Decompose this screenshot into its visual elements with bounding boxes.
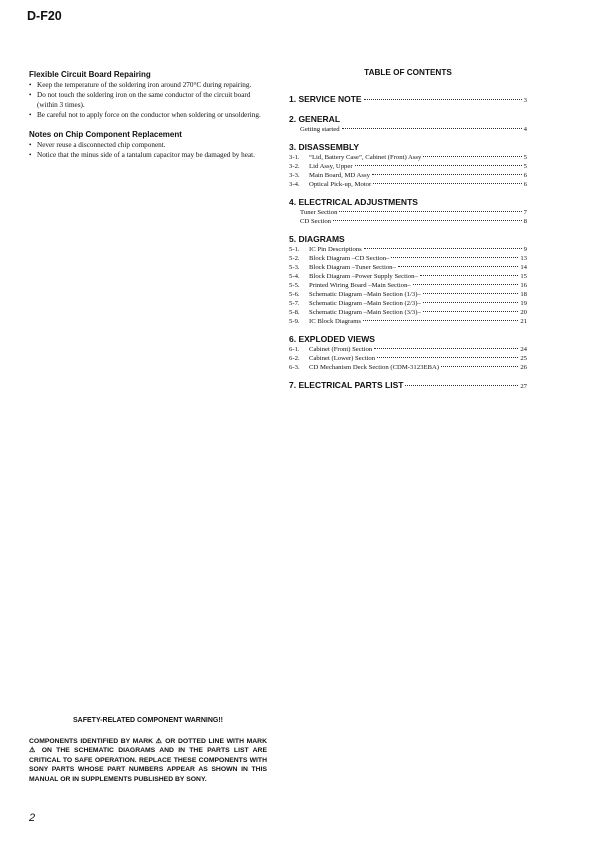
toc-page-number: 20 (520, 309, 527, 316)
toc-page-number: 21 (520, 318, 527, 325)
toc-entry-number: 3-1. (289, 154, 300, 161)
chip-replacement-heading: Notes on Chip Component Replacement (29, 130, 182, 139)
toc-entry-number: 5-2. (289, 255, 300, 262)
toc-entry-label: Block Diagram –CD Section– (309, 255, 390, 262)
toc-entry[interactable] (289, 125, 527, 134)
toc-entry[interactable] (289, 180, 527, 189)
toc-entry[interactable] (289, 290, 527, 299)
toc-entry-label: Optical Pick-up, Motor (309, 181, 372, 188)
toc-page-number: 6 (523, 172, 527, 179)
toc-entry-number: 5-5. (289, 282, 300, 289)
toc-entry[interactable] (289, 245, 527, 254)
toc-entry-label: CD Mechanism Deck Section (CDM-3123EBA) (309, 364, 440, 371)
dot-leader (342, 128, 522, 129)
toc-entry-number: 5-7. (289, 300, 300, 307)
dot-leader (373, 183, 521, 184)
toc-section (289, 234, 527, 326)
toc-page-number: 5 (523, 163, 527, 170)
toc-entry[interactable] (289, 317, 527, 326)
model-name: D-F20 (27, 9, 62, 23)
toc-entry[interactable] (289, 162, 527, 171)
toc-entry[interactable] (289, 153, 527, 162)
toc-entry[interactable] (289, 254, 527, 263)
toc-entry-label: Schematic Diagram –Main Section (1/3)– (309, 291, 421, 298)
dot-leader (333, 220, 522, 221)
toc-entry-label: Schematic Diagram –Main Section (3/3)– (309, 309, 421, 316)
dot-leader (423, 311, 519, 312)
toc-page-number: 7 (523, 209, 527, 216)
toc-entry-label: Schematic Diagram –Main Section (2/3)– (309, 300, 421, 307)
toc-page-number: 24 (520, 346, 527, 353)
toc-page-number: 8 (523, 218, 527, 225)
dot-leader (364, 99, 522, 100)
toc-entry-number: 3-4. (289, 181, 300, 188)
toc-entry[interactable] (289, 171, 527, 180)
toc-entry-label: Main Board, MD Assy (309, 172, 370, 179)
warning-title: SAFETY-RELATED COMPONENT WARNING!! (73, 717, 223, 724)
dot-leader (391, 257, 518, 258)
toc-entry-number: 6-2. (289, 355, 300, 362)
dot-leader (413, 284, 519, 285)
toc-section-title[interactable] (289, 94, 527, 106)
toc-entry-label: IC Block Diagrams (309, 318, 362, 325)
repair-notes (29, 70, 269, 170)
toc-entry[interactable] (289, 308, 527, 317)
toc-entry-number: 5-9. (289, 318, 300, 325)
toc-page-number: 4 (523, 126, 527, 133)
toc-entry-number: 5-6. (289, 291, 300, 298)
list-item: • Notice that the minus side of a tantalum capacitor may be damaged by heat. (29, 150, 269, 160)
list-item: • Be careful not to apply force on the conductor when soldering or unsoldering. (29, 110, 269, 120)
dot-leader (398, 266, 518, 267)
dot-leader (405, 385, 518, 386)
dot-leader (364, 248, 522, 249)
toc-section-label: 7. ELECTRICAL PARTS LIST (289, 380, 404, 390)
toc-page-number: 3 (523, 97, 527, 104)
warning-body: COMPONENTS IDENTIFIED BY MARK ⚠ OR DOTTED LINE WITH MARK ⚠ ON THE SCHEMATIC DIAGRAMS AND IN THE PARTS LIST ARE CRITICAL TO SAFE OPERATION. REPLACE THESE COMPONENTS WITH SONY PARTS WHOSE PART NUMBERS APPEAR AS SHOWN IN THIS MANUAL OR IN SUPPLEMENTS PUBLISHED BY SONY. (29, 738, 267, 783)
toc-entry[interactable] (289, 263, 527, 272)
page-number: 2 (29, 812, 36, 824)
toc-page-number: 26 (520, 364, 527, 371)
toc-section (289, 197, 527, 226)
toc-page-number: 14 (520, 264, 527, 271)
toc-page-number: 9 (523, 246, 527, 253)
toc-page-number: 27 (520, 383, 527, 390)
toc-section-title[interactable]: 3. DISASSEMBLY (289, 142, 360, 152)
dot-leader (363, 320, 518, 321)
toc-entry[interactable] (289, 354, 527, 363)
toc-entry-label: CD Section (300, 218, 332, 225)
toc-entry[interactable] (289, 281, 527, 290)
toc-entry[interactable] (289, 217, 527, 226)
toc-section-title[interactable]: 4. ELECTRICAL ADJUSTMENTS (289, 197, 418, 207)
list-item: • Do not touch the soldering iron on the same conductor of the circuit board (within 3 times). (29, 90, 269, 110)
toc-section (289, 114, 527, 134)
toc-entry-label: IC Pin Descriptions (309, 246, 362, 253)
toc-entry-label: Block Diagram –Tuner Section– (309, 264, 396, 271)
toc-entry-label: Cabinet (Lower) Section (309, 355, 376, 362)
dot-leader (423, 302, 519, 303)
toc-page-number: 16 (520, 282, 527, 289)
safety-warning (29, 717, 267, 784)
toc-section (289, 142, 527, 189)
toc-entry[interactable] (289, 208, 527, 217)
toc-entry[interactable] (289, 363, 527, 372)
toc-entry-label: Printed Wiring Board –Main Section– (309, 282, 411, 289)
toc-page-number: 6 (523, 181, 527, 188)
toc-title: TABLE OF CONTENTS (364, 68, 452, 77)
toc-entry-label: Block Diagram –Power Supply Section– (309, 273, 418, 280)
toc-section-title[interactable]: 5. DIAGRAMS (289, 234, 345, 244)
toc-entry-label: Lid Assy, Upper (309, 163, 353, 170)
list-item: • Never reuse a disconnected chip component. (29, 140, 269, 150)
toc-page-number: 13 (520, 255, 527, 262)
toc-section-title[interactable] (289, 380, 527, 392)
toc-entry-number: 6-1. (289, 346, 300, 353)
toc-entry[interactable] (289, 272, 527, 281)
toc-page-number: 5 (523, 154, 527, 161)
toc-entry-number: 5-8. (289, 309, 300, 316)
toc-entry-number: 5-1. (289, 246, 300, 253)
dot-leader (372, 174, 522, 175)
dot-leader (355, 165, 522, 166)
toc-section-title[interactable]: 6. EXPLODED VIEWS (289, 334, 375, 344)
dot-leader (423, 293, 519, 294)
toc-section (289, 380, 527, 392)
toc-entry-number: 5-4. (289, 273, 300, 280)
chip-replacement-list (29, 140, 269, 160)
flex-repair-list (29, 80, 269, 120)
dot-leader (423, 156, 521, 157)
toc-entry-label: Cabinet (Front) Section (309, 346, 373, 353)
toc-page-number: 18 (520, 291, 527, 298)
dot-leader (420, 275, 518, 276)
list-item: • Keep the temperature of the soldering iron around 270°C during repairing. (29, 80, 269, 90)
toc-entry-number: 3-3. (289, 172, 300, 179)
toc-section-title[interactable]: 2. GENERAL (289, 114, 341, 124)
flex-repair-heading: Flexible Circuit Board Repairing (29, 70, 151, 79)
toc-entry-label: “Lid, Battery Case”, Cabinet (Front) Assy (309, 154, 422, 161)
toc-page-number: 19 (520, 300, 527, 307)
table-of-contents (289, 68, 527, 400)
toc-section (289, 94, 527, 106)
toc-entry[interactable] (289, 299, 527, 308)
dot-leader (374, 348, 518, 349)
toc-section (289, 334, 527, 372)
toc-entry-label: Getting started (300, 126, 340, 133)
dot-leader (441, 366, 518, 367)
dot-leader (339, 211, 521, 212)
toc-page-number: 15 (520, 273, 527, 280)
toc-section-label: 1. SERVICE NOTE (289, 94, 362, 104)
dot-leader (377, 357, 518, 358)
toc-entry-number: 5-3. (289, 264, 300, 271)
toc-entry-number: 3-2. (289, 163, 300, 170)
toc-entry-number: 6-3. (289, 364, 300, 371)
toc-page-number: 25 (520, 355, 527, 362)
toc-entry[interactable] (289, 345, 527, 354)
toc-entry-label: Tuner Section (300, 209, 338, 216)
